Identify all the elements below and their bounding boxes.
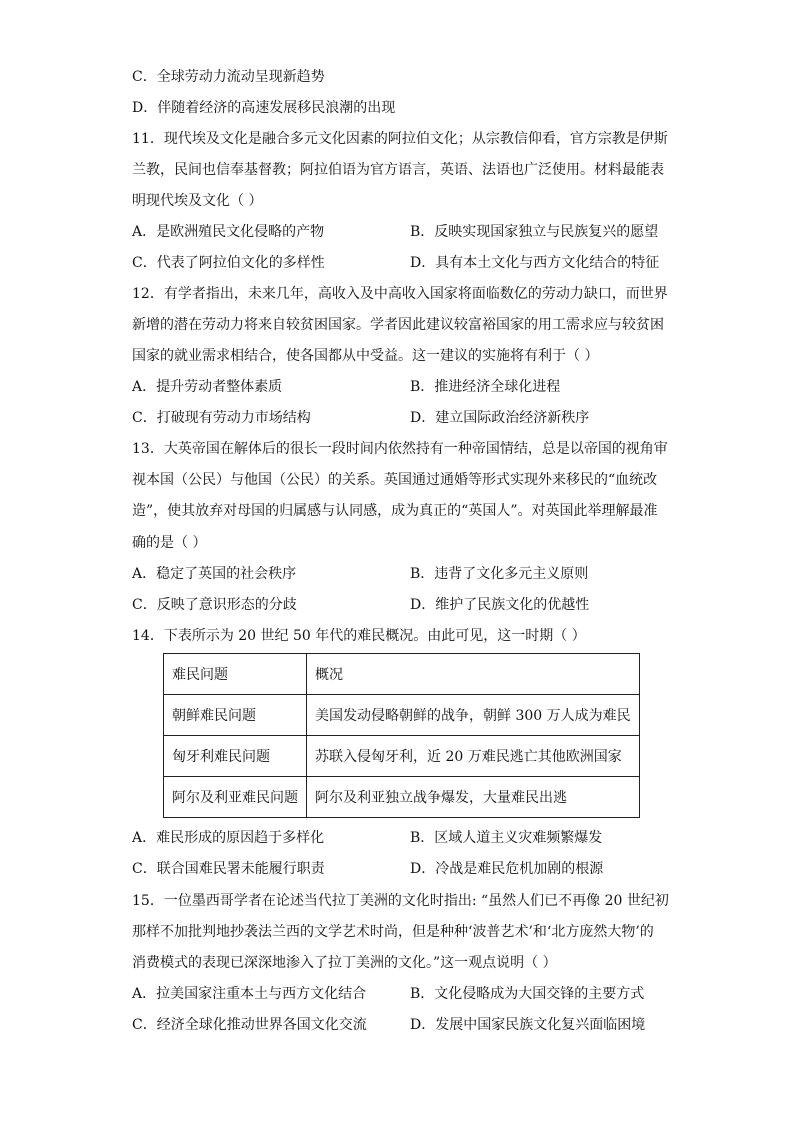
option-c: C．联合国难民署未能履行职责 xyxy=(132,861,325,877)
option-d: D．伴随着经济的高速发展移民浪潮的出现 xyxy=(132,100,396,116)
question-stem-line: 国家的就业需求相结合，使各国都从中受益。这一建议的实施将有利于（ ） xyxy=(132,348,599,364)
table-cell: 匈牙利难民问题 xyxy=(164,736,307,777)
option-d: D．维护了民族文化的优越性 xyxy=(410,597,590,613)
option-a: A．是欧洲殖民文化侵略的产物 xyxy=(132,224,325,240)
option-b: B．区域人道主义灾难频繁爆发 xyxy=(410,830,603,846)
table-cell: 朝鲜难民问题 xyxy=(164,695,307,736)
question-stem-line: 视本国（公民）与他国（公民）的关系。英国通过通婚等形式实现外来移民的“血统改 xyxy=(132,472,658,488)
option-a: A．稳定了英国的社会秩序 xyxy=(132,566,297,582)
question-stem-line: 12．有学者指出，未来几年，高收入及中高收入国家将面临数亿的劳动力缺口，而世界 xyxy=(132,286,668,302)
option-a: A．拉美国家注重本土与西方文化结合 xyxy=(132,986,367,1002)
table-cell: 阿尔及利亚独立战争爆发，大量难民出逃 xyxy=(307,777,640,818)
option-c: C．反映了意识形态的分歧 xyxy=(132,597,297,613)
question-stem-line: 11．现代埃及文化是融合多元文化因素的阿拉伯文化；从宗教信仰看，官方宗教是伊斯 xyxy=(132,131,668,147)
option-c: C．代表了阿拉伯文化的多样性 xyxy=(132,255,325,271)
question-stem-line: 确的是（ ） xyxy=(132,535,207,551)
option-b: B．文化侵略成为大国交锋的主要方式 xyxy=(410,986,645,1002)
question-stem-line: 明现代埃及文化（ ） xyxy=(132,193,263,209)
question-stem-line: 14．下表所示为 20 世纪 50 年代的难民概况。由此可见，这一时期（ ） xyxy=(132,628,586,644)
table-cell: 苏联入侵匈牙利，近 20 万难民逃亡其他欧洲国家 xyxy=(307,736,640,777)
option-d: D．具有本土文化与西方文化结合的特征 xyxy=(410,255,660,271)
question-stem-line: 15．一位墨西哥学者在论述当代拉丁美洲的文化时指出: “虽然人们已不再像 20 世纪初 xyxy=(132,893,669,909)
option-d: D．冷战是难民危机加剧的根源 xyxy=(410,861,604,877)
question-stem-line: 兰教，民间也信奉基督教；阿拉伯语为官方语言，英语、法语也广泛使用。材料最能表 xyxy=(132,162,664,178)
option-b: B．违背了文化多元主义原则 xyxy=(410,566,589,582)
table-cell: 阿尔及利亚难民问题 xyxy=(164,777,307,818)
option-c: C．打破现有劳动力市场结构 xyxy=(132,410,311,426)
question-stem-line: 13．大英帝国在解体后的很长一段时间内依然持有一种帝国情结，总是以帝国的视角审 xyxy=(132,441,668,457)
table-row xyxy=(164,695,640,736)
question-stem-line: 造”，使其放弃对母国的归属感与认同感，成为真正的“英国人”。对英国此举理解最准 xyxy=(132,503,658,519)
option-b: B．推进经济全球化进程 xyxy=(410,379,561,395)
table-header-cell: 难民问题 xyxy=(164,654,307,695)
option-c: C．经济全球化推动世界各国文化交流 xyxy=(132,1017,367,1033)
table-row xyxy=(164,777,640,818)
option-a: A．难民形成的原因趋于多样化 xyxy=(132,830,325,846)
question-stem-line: 新增的潜在劳动力将来自较贫困国家。学者因此建议较富裕国家的用工需求应与较贫困 xyxy=(132,317,664,333)
question-stem-line: 那样不加批判地抄袭法兰西的文学艺术时尚，但是种种‘波普艺术’和‘北方庞然大物’的 xyxy=(132,924,654,940)
option-b: B．反映实现国家独立与民族复兴的愿望 xyxy=(410,224,659,240)
question-stem-line: 消费模式的表现已深深地渗入了拉丁美洲的文化。”这一观点说明（ ） xyxy=(132,955,557,971)
option-d: D．建立国际政治经济新秩序 xyxy=(410,410,590,426)
table-row xyxy=(164,736,640,777)
table-cell: 美国发动侵略朝鲜的战争，朝鲜 300 万人成为难民 xyxy=(307,695,640,736)
refugee-table xyxy=(163,653,640,818)
option-c: C．全球劳动力流动呈现新趋势 xyxy=(132,69,325,85)
table-header-row xyxy=(164,654,640,695)
option-d: D．发展中国家民族文化复兴面临困境 xyxy=(410,1017,646,1033)
table-header-cell: 概况 xyxy=(307,654,640,695)
option-a: A．提升劳动者整体素质 xyxy=(132,379,283,395)
